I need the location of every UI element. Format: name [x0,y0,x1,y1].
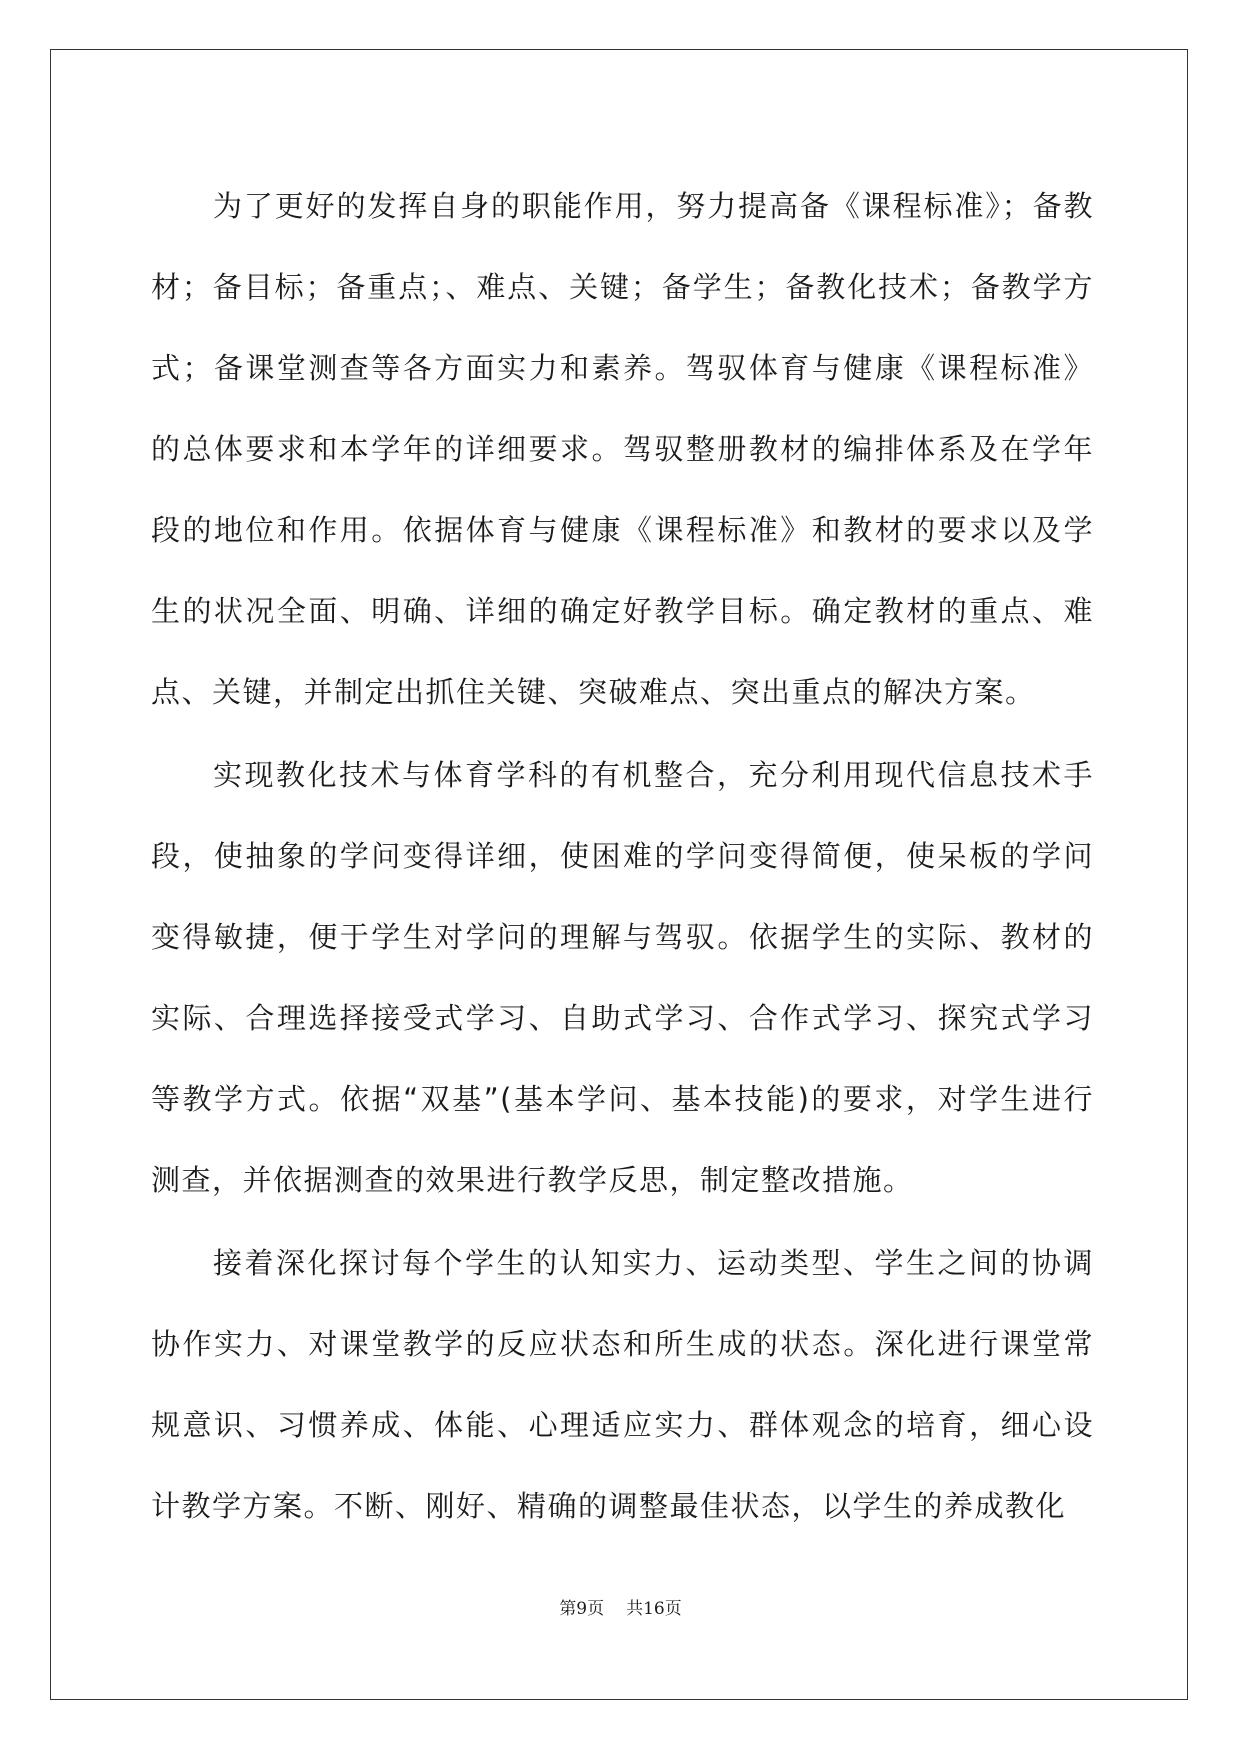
paragraph-preparation: 为了更好的发挥自身的职能作用，努力提高备《课程标准》；备教材；备目标；备重点；、难点、关键；备学生；备教化技术；备教学方式；备课堂测查等各方面实力和素养。驾驭体育与健康《课程标准》的总体要求和本学年的详细要求。驾驭整册教材的编排体系及在学年段的地位和作用。依据体育与健康《课程标准》和教材的要求以及学生的状况全面、明确、详细的确定好教学目标。确定教材的重点、难点、关键，并制定出抓住关键、突破难点、突出重点的解决方案。 [151,189,1094,709]
document-body [151,166,1094,1549]
page-total: 共16页 [626,1599,682,1619]
page-number: 第9页 [559,1599,605,1619]
page-footer [0,1594,1241,1619]
paragraph-student-research: 接着深化探讨每个学生的认知实力、运动类型、学生之间的协调协作实力、对课堂教学的反应状态和所生成的状态。深化进行课堂常规意识、习惯养成、体能、心理适应实力、群体观念的培育，细心设计教学方案。不断、刚好、精确的调整最佳状态，以学生的养成教化 [151,1246,1094,1523]
paragraph-technology-integration: 实现教化技术与体育学科的有机整合，充分利用现代信息技术手段，使抽象的学问变得详细，使困难的学问变得简便，使呆板的学问变得敏捷，便于学生对学问的理解与驾驭。依据学生的实际、教材的实际、合理选择接受式学习、自助式学习、合作式学习、探究式学习等教学方式。依据“双基”(基本学问、基本技能)的要求，对学生进行测查，并依据测查的效果进行教学反思，制定整改措施。 [151,758,1094,1197]
